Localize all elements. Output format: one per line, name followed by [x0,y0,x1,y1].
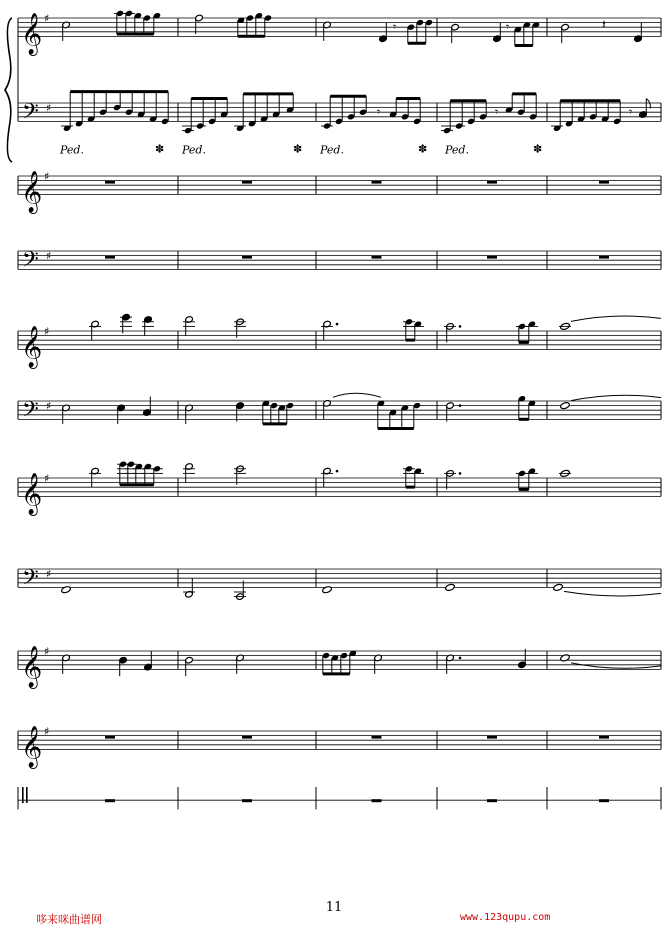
pedal-down-mark: Ped. [320,143,344,157]
bass-clef-icon: 𝄢 [22,99,39,130]
treble-clef-icon: 𝄞 [21,726,43,768]
whole-rest [105,736,115,739]
pedal-down-mark: Ped. [445,143,469,157]
whole-rest [242,799,252,802]
key-sharp-icon: ♯ [46,567,52,581]
whole-rest [242,736,252,739]
whole-rest [487,181,497,184]
whole-rest [105,256,115,259]
eighth-rest-icon: 𝄾 [506,20,510,35]
whole-rest [487,799,497,802]
key-sharp-icon: ♯ [44,472,50,485]
key-sharp-icon: ♯ [46,101,52,115]
pedal-down-mark: Ped. [182,143,206,157]
bass-clef-icon: 𝄢 [22,247,39,278]
whole-rest [599,799,609,802]
note-head [445,583,455,591]
whole-rest [105,181,115,184]
system-brace [5,18,12,162]
key-sharp-icon: ♯ [46,249,52,263]
whole-rest [599,181,609,184]
key-sharp-icon: ♯ [44,170,50,183]
pedal-release-mark: ✽ [418,142,428,156]
note-head [322,586,332,594]
dot [459,657,462,660]
bass-clef-icon: 𝄢 [22,565,39,596]
key-sharp-icon: ♯ [44,12,50,25]
footer-site-url[interactable]: www.123qupu.com [460,912,551,923]
eighth-rest-icon: 𝄾 [629,105,633,120]
treble-clef-icon: 𝄞 [21,171,43,213]
treble-clef-icon: 𝄞 [21,13,43,55]
pedal-release-mark: ✽ [155,142,165,156]
tie [571,663,661,668]
tie [333,393,381,397]
percussion-clef-icon [22,787,24,803]
dot [459,472,462,475]
footer-site-name[interactable]: 哆来咪曲谱网 [36,913,102,926]
whole-rest [372,256,382,259]
key-sharp-icon: ♯ [44,645,50,658]
whole-rest [372,736,382,739]
whole-rest [372,181,382,184]
note-head [560,401,570,409]
whole-rest [105,799,115,802]
key-sharp-icon: ♯ [44,725,50,738]
whole-rest [599,736,609,739]
whole-rest [242,256,252,259]
key-sharp-icon: ♯ [44,325,50,338]
whole-rest [487,256,497,259]
whole-rest [372,799,382,802]
whole-rest [599,256,609,259]
note-head [61,586,71,594]
tie [564,591,661,596]
pedal-release-mark: ✽ [293,142,303,156]
whole-rest [242,181,252,184]
pedal-down-mark: Ped. [60,143,84,157]
tie [571,395,661,400]
whole-rest [487,736,497,739]
note-head [553,583,563,591]
percussion-clef-icon [26,787,28,803]
eighth-rest-icon: 𝄾 [393,20,397,35]
page-number: 11 [325,900,343,915]
treble-clef-icon: 𝄞 [21,326,43,368]
dot [336,470,339,473]
dot [459,325,462,328]
key-sharp-icon: ♯ [46,399,52,413]
note-head [560,654,570,662]
treble-clef-icon: 𝄞 [21,473,43,515]
quarter-rest-icon: 𝄽 [602,17,606,33]
pedal-release-mark: ✽ [533,142,543,156]
treble-clef-icon: 𝄞 [21,646,43,688]
note-flag [646,99,650,109]
bass-clef-icon: 𝄢 [22,397,39,428]
eighth-rest-icon: 𝄾 [377,105,381,120]
dot [459,404,462,407]
dot [336,323,339,326]
tie [571,316,661,321]
eighth-rest-icon: 𝄾 [495,105,499,120]
